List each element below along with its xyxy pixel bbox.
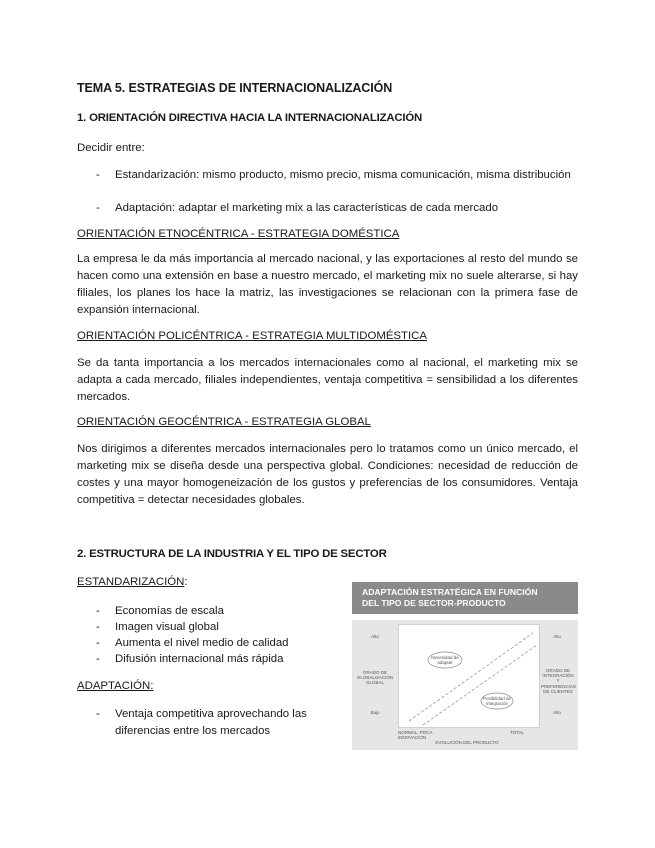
list-item-text: Economías de escala <box>115 605 224 617</box>
document-title: TEMA 5. ESTRATEGIAS DE INTERNACIONALIZACIÓN <box>77 81 393 95</box>
geocentric-text: Nos dirigimos a diferentes mercados internacionales pero lo tratamos como un único mercado, el marketing mix se diseña desde una perspectiva global. Condiciones: necesidad de reducción de costes y una mayor homogeneización de los gustos y preferencias de los consumidores. Ventaja competitiva = detectar necesidades globales. <box>77 443 578 506</box>
figure-body <box>352 620 578 750</box>
left-axis-top-label: Alto <box>371 634 379 639</box>
left-axis-bottom-label: Bajo <box>370 710 380 715</box>
standardization-heading-row <box>77 576 188 588</box>
diagonal-line-upper <box>409 633 533 721</box>
right-axis-bottom-label: Alto <box>553 710 561 715</box>
standardization-heading: ESTANDARIZACIÓN <box>77 576 185 588</box>
list-dash: - <box>96 637 100 649</box>
list-item <box>96 706 328 739</box>
section-1-heading: 1. ORIENTACIÓN DIRECTIVA HACIA LA INTERNACIONALIZACIÓN <box>77 112 423 124</box>
oval-top-label: Necesidad de adaptar <box>431 655 459 666</box>
list-dash: - <box>96 605 100 617</box>
list-item-text: Ventaja competitiva aprovechando las diferencias entre los mercados <box>115 708 307 737</box>
list-dash: - <box>96 653 100 665</box>
list-item <box>96 603 346 620</box>
list-item <box>96 651 346 668</box>
oval-bottom-label: Posibilidad de integración <box>482 696 512 707</box>
list-item-text: Difusión internacional más rápida <box>115 653 284 665</box>
list-item <box>96 635 346 652</box>
polycentric-text: Se da tanta importancia a los mercados internacionales como al nacional, el marketing mix se adapta a cada mercado, filiales independientes, ventaja competitiva = sensibilidad a los diferentes mercados. <box>77 357 578 403</box>
bottom-axis-title: EVOLUCIÓN DEL PRODUCTO <box>435 740 499 745</box>
right-axis-top-label: Alto <box>553 634 561 639</box>
diagram-lines <box>399 625 539 727</box>
list-item-text: Aumenta el nivel medio de calidad <box>115 637 289 649</box>
section-1-intro: Decidir entre: <box>77 142 145 154</box>
etnocentric-heading: ORIENTACIÓN ETNOCÉNTRICA - ESTRATEGIA DOMÉSTICA <box>77 228 400 240</box>
list-item-text: Adaptación: adaptar el marketing mix a las características de cada mercado <box>115 202 499 214</box>
list-dash: - <box>96 202 100 214</box>
geocentric-heading: ORIENTACIÓN GEOCÉNTRICA - ESTRATEGIA GLOBAL <box>77 416 371 428</box>
bottom-axis-left-label: NORMAL, POCA INNOVACIÓN <box>398 730 433 741</box>
list-dash: - <box>96 169 100 181</box>
list-item <box>96 167 578 184</box>
right-axis-title: GRADO DE INTEGRACIÓN Y PREFERENCIAS DE CLIENTES <box>541 668 577 694</box>
standardization-colon: : <box>184 576 188 588</box>
bottom-axis-right-label: TOTAL <box>509 730 525 735</box>
etnocentric-text: La empresa le da más importancia al mercado nacional, y las exportaciones al resto del mundo se hacen como una extensión en base a nuestro mercado, el marketing mix no suele alterarse, si hay filiales, los planes los hace la matriz, las investigaciones se relacionan con la primera fase de expansión internacional. <box>77 253 578 316</box>
strategy-adaptation-figure <box>352 582 578 750</box>
list-dash: - <box>96 621 100 633</box>
left-axis-title: GRADO DE GLOBALIZACIÓN GLOBAL <box>356 670 394 686</box>
list-item-text: Imagen visual global <box>115 621 219 633</box>
figure-title-line-2: DEL TIPO DE SECTOR-PRODUCTO <box>362 598 506 608</box>
polycentric-heading: ORIENTACIÓN POLICÉNTRICA - ESTRATEGIA MULTIDOMÉSTICA <box>77 330 427 342</box>
adaptation-heading: ADAPTACIÓN: <box>77 680 154 692</box>
figure-title-line-1: ADAPTACIÓN ESTRATÉGICA EN FUNCIÓN <box>362 587 538 597</box>
list-item <box>96 200 578 217</box>
list-dash: - <box>96 708 100 720</box>
figure-title <box>352 582 578 614</box>
list-item <box>96 619 346 636</box>
diagram-plot-area <box>398 624 540 728</box>
section-2-heading: 2. ESTRUCTURA DE LA INDUSTRIA Y EL TIPO DE SECTOR <box>77 548 387 560</box>
list-item-text: Estandarización: mismo producto, mismo precio, misma comunicación, misma distribución <box>115 169 571 181</box>
